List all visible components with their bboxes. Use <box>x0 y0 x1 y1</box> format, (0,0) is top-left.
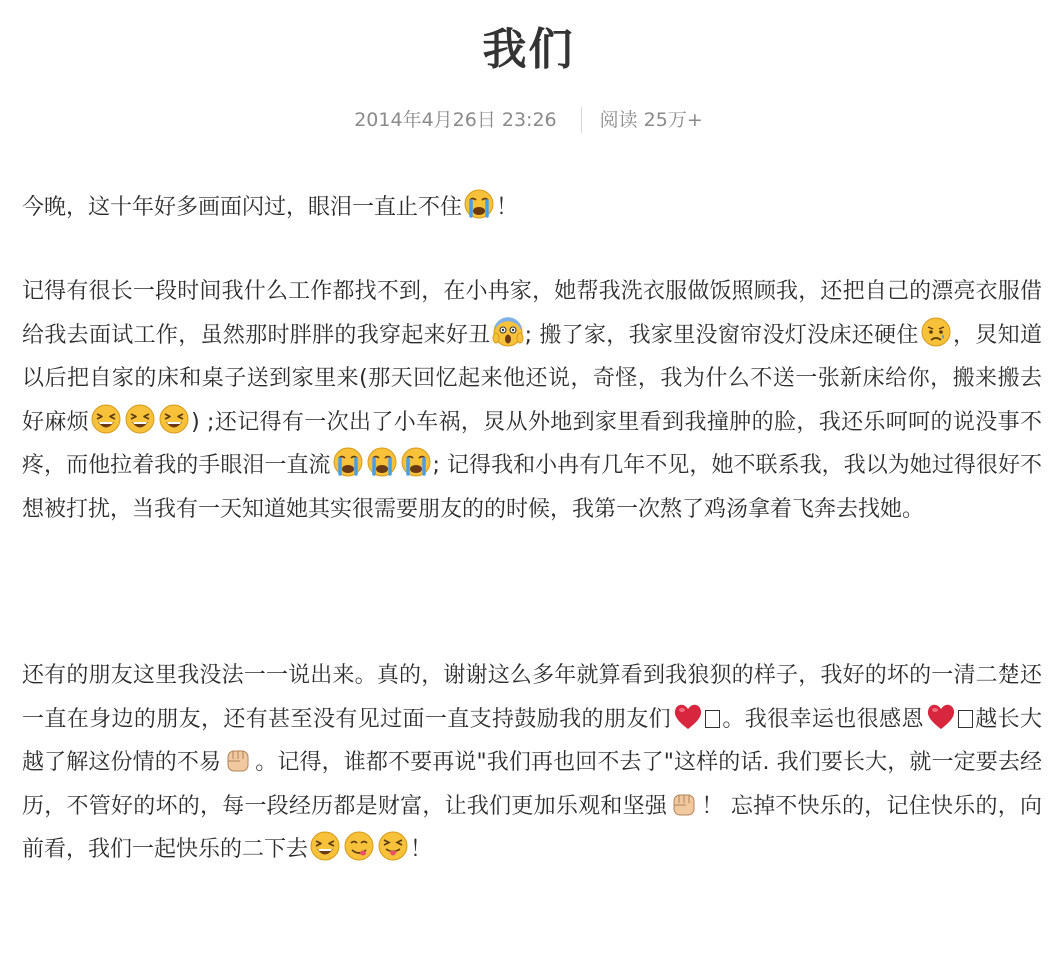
laughing-face-icon <box>158 403 190 435</box>
read-count: 阅读 25万+ <box>599 109 703 131</box>
laughing-face-icon <box>124 403 156 435</box>
raised-fist-icon <box>222 743 254 775</box>
raised-fist-icon <box>668 787 700 819</box>
p3-text-1: 还有的朋友这里我没法一一说出来。真的，谢谢这么多年就算看到我狼狈的样子，我好的坏的一清二楚还一直在身边的朋友，还有甚至没有见过面一直支持鼓励我的朋友们 <box>22 663 1042 732</box>
crying-face-icon <box>332 446 364 478</box>
article-meta <box>0 106 1057 134</box>
sad-face-icon <box>920 316 952 348</box>
publish-date: 2014年4月26日 23:26 <box>354 109 557 131</box>
p2-text-4: ) ;还记得有一次出了小车祸，炅从外地到家里看到我撞肿的脸，我还乐呵呵的说没事不疼，而他拉着我的手眼泪一直流 <box>22 409 1042 478</box>
paragraph-2 <box>22 270 1042 531</box>
p3-text-5: ！ 忘掉不快乐的，记住快乐的，向前看，我们一起快乐的二下去 <box>22 793 1042 862</box>
p3-text-2: 。我很幸运也很感恩 <box>722 706 924 732</box>
paragraph-3 <box>22 654 1042 872</box>
missing-glyph-box <box>958 710 973 728</box>
meta-divider <box>581 107 582 133</box>
squinting-tongue-face-icon <box>377 830 409 862</box>
screaming-face-icon <box>492 316 524 348</box>
p1-text-2: ！ <box>496 195 519 220</box>
red-heart-icon <box>925 700 957 732</box>
p2-text-3: ，炅知道以后把自家的床和桌子送到家里来(那天回忆起来他还说，奇怪，我为什么不送一张新床给你，搬来搬去好麻烦 <box>22 322 1042 435</box>
p2-text-1: 记得有很长一段时间我什么工作都找不到，在小冉家，她帮我洗衣服做饭照顾我，还把自己的漂亮衣服借给我去面试工作，虽然那时胖胖的我穿起来好丑 <box>22 279 1042 348</box>
p1-text-1: 今晚，这十年好多画面闪过，眼泪一直止不住 <box>22 195 463 220</box>
yum-face-icon <box>343 830 375 862</box>
p3-text-6: ！ <box>410 837 433 862</box>
p2-text-5: ; 记得我和小冉有几年不见，她不联系我，我以为她过得很好不想被打扰，当我有一天知道她其实很需要朋友的的时候，我第一次熬了鸡汤拿着飞奔去找她。 <box>22 453 1042 522</box>
article-title: 我们 <box>482 24 575 75</box>
crying-face-icon <box>400 446 432 478</box>
p3-text-3: 越长大越了解这份情的不易 <box>22 706 1042 775</box>
crying-face-icon <box>463 188 495 220</box>
red-heart-icon <box>672 700 704 732</box>
paragraph-1 <box>22 186 1042 230</box>
crying-face-icon <box>366 446 398 478</box>
laughing-face-icon <box>309 830 341 862</box>
p2-text-2: ; 搬了家，我家里没窗帘没灯没床还硬住 <box>524 322 919 348</box>
laughing-face-icon <box>90 403 122 435</box>
missing-glyph-box <box>705 710 720 728</box>
p3-text-4: 。记得，谁都不要再说"我们再也回不去了"这样的话. 我们要长大，就一定要去经历，不管好的坏的，每一段经历都是财富，让我们更加乐观和坚强 <box>22 750 1042 819</box>
